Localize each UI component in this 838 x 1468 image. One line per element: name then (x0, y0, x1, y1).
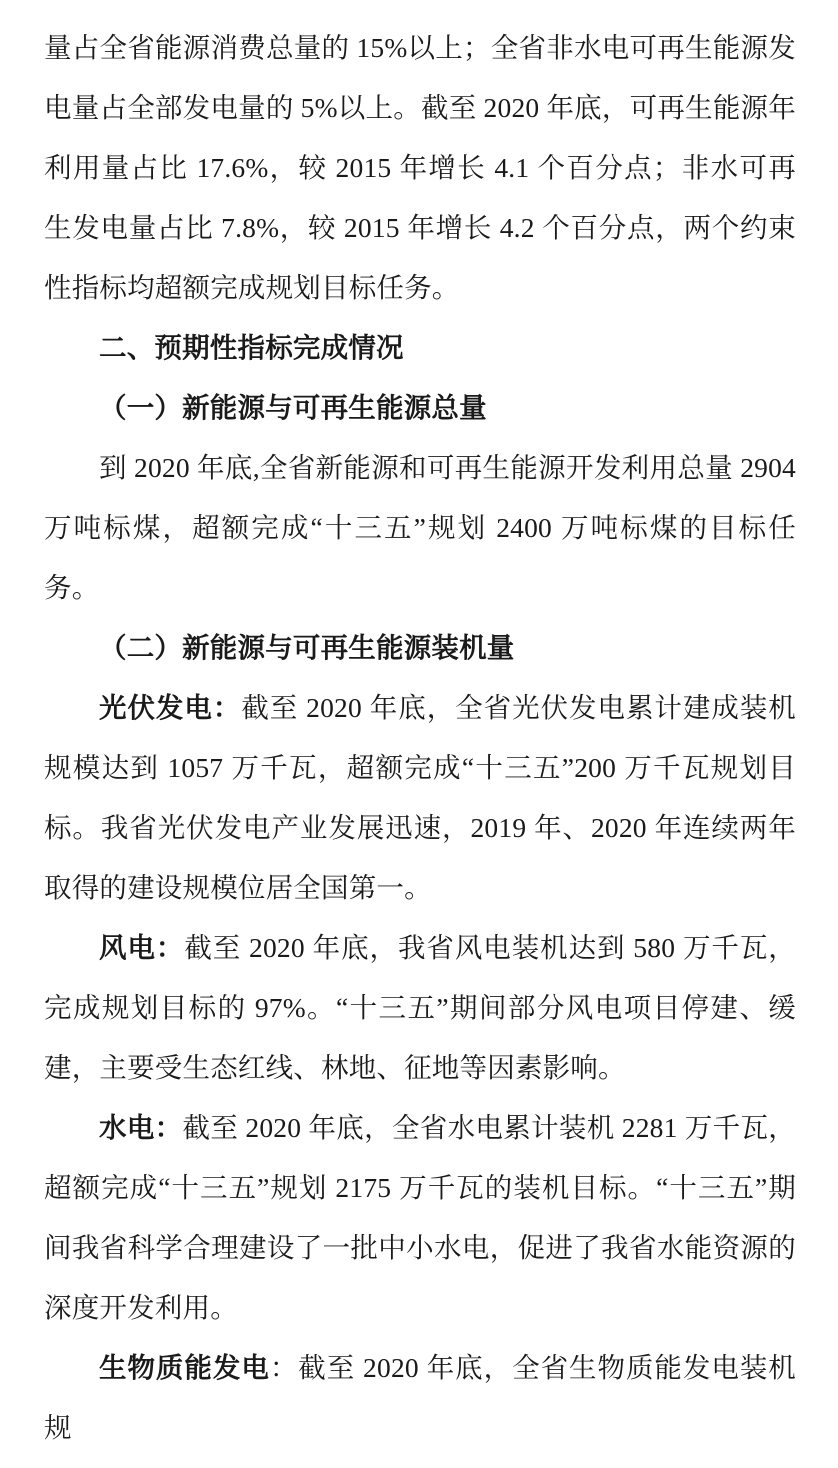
heading-section-two: 二、预期性指标完成情况 (99, 332, 404, 363)
entry-wind-power-label: 风电： (99, 932, 185, 963)
entry-photovoltaic-label: 光伏发电： (99, 692, 242, 723)
entry-hydropower (44, 1098, 796, 1338)
subheading-total-renewable: （一）新能源与可再生能源总量 (99, 392, 487, 423)
paragraph-total-renewable: 到 2020 年底,全省新能源和可再生能源开发利用总量 2904 万吨标煤，超额完成“十三五”规划 2400 万吨标煤的目标任务。 (44, 452, 796, 603)
paragraph-continued-indicators: 量占全省能源消费总量的 15%以上；全省非水电可再生能源发电量占全部发电量的 5%以上。截至 2020 年底，可再生能源年利用量占比 17.6%，较 2015 年增长 4.1 个百分点；非水可再生发电量占比 7.8%，较 2015 年增长 4.2 个百分点，两个约束性指标均超额完成规划目标任务。 (44, 32, 796, 303)
entry-photovoltaic (44, 678, 796, 918)
entry-hydropower-label: 水电： (99, 1112, 183, 1143)
entry-biomass (44, 1338, 796, 1458)
document-body (44, 18, 796, 1458)
subheading-installed-capacity: （二）新能源与可再生能源装机量 (99, 632, 515, 663)
entry-biomass-label: 生物质能发电 (99, 1352, 270, 1383)
entry-wind-power-text: 截至 2020 年底，我省风电装机达到 580 万千瓦，完成规划目标的 97%。“十三五”期间部分风电项目停建、缓建，主要受生态红线、林地、征地等因素影响。 (44, 932, 796, 1083)
entry-biomass-text: ：截至 2020 年底，全省生物质能发电装机规 (44, 1352, 796, 1443)
entry-photovoltaic-text: 截至 2020 年底，全省光伏发电累计建成装机规模达到 1057 万千瓦，超额完成“十三五”200 万千瓦规划目标。我省光伏发电产业发展迅速，2019 年、2020 年连续两年取得的建设规模位居全国第一。 (44, 692, 796, 903)
entry-wind-power (44, 918, 796, 1098)
entry-hydropower-text: 截至 2020 年底，全省水电累计装机 2281 万千瓦，超额完成“十三五”规划 2175 万千瓦的装机目标。“十三五”期间我省科学合理建设了一批中小水电，促进了我省水能资源的深度开发利用。 (44, 1112, 796, 1323)
